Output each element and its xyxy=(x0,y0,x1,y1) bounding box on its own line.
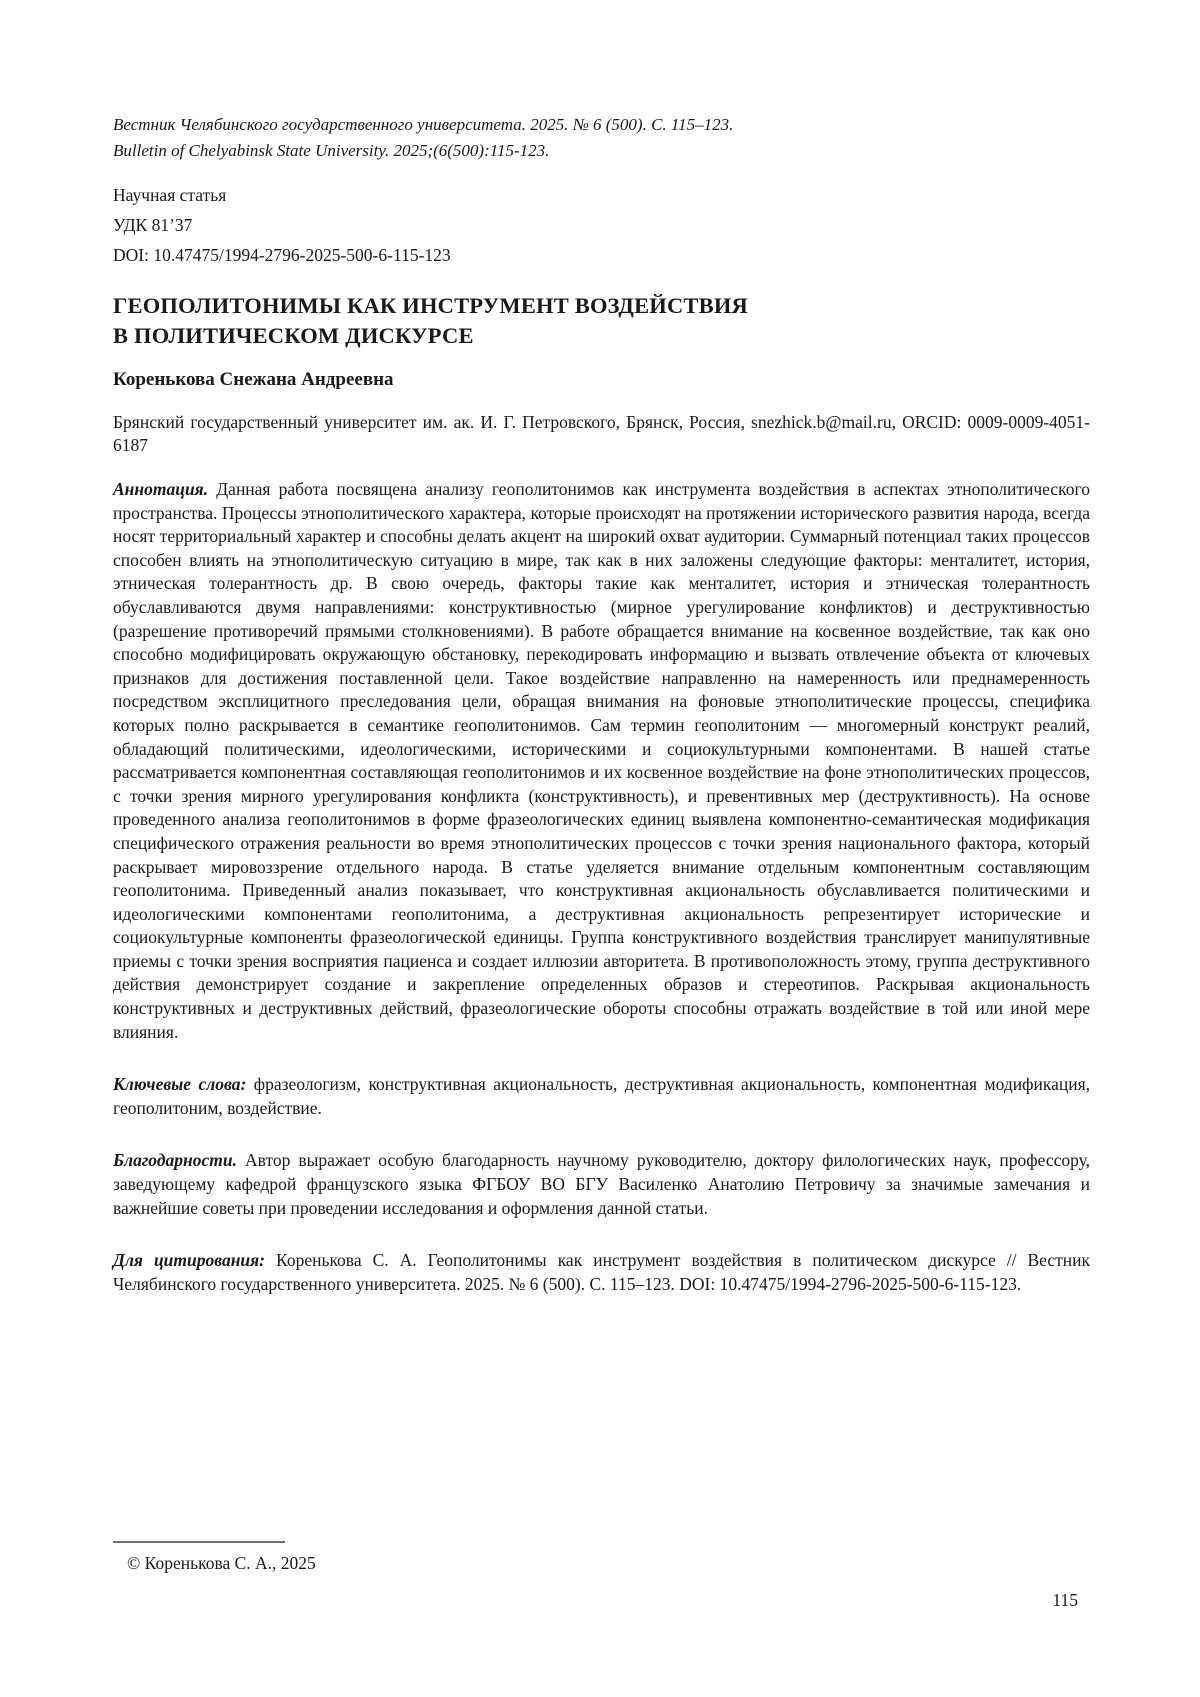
citation-text: Коренькова С. А. Геополитонимы как инструмент воздействия в политическом дискурсе // Вестник Челябинского государственного университета. 2025. № 6 (500). С. 115–123. DOI: 10.47475/1994-2796-2025-500-6-115-123. xyxy=(113,1250,1091,1294)
article-title-line1: ГЕОПОЛИТОНИМЫ КАК ИНСТРУМЕНТ ВОЗДЕЙСТВИЯ xyxy=(113,293,748,318)
citation-paragraph xyxy=(113,1249,1090,1296)
copyright-notice: © Коренькова С. А., 2025 xyxy=(127,1553,316,1573)
article-type-label: Научная статья xyxy=(113,185,227,205)
keywords-label: Ключевые слова: xyxy=(113,1074,247,1095)
abstract-paragraph xyxy=(113,478,1090,1044)
footnote-divider xyxy=(113,1541,285,1543)
abstract-text: Данная работа посвящена анализу геополитонимов как инструмента воздействия в аспектах этнополитического пространства. Процессы этнополитического характера, которые происходят на протяжении исторического развития народа, всегда носят территориальный характер и способны делать акцент на широкий охват аудитории. Суммарный потенциал таких процессов способен влиять на этнополитическую ситуацию в мире, так как в них заложены следующие факторы: менталитет, история, этническая толерантность др. В свою очередь, факторы такие как менталитет, история и этническая толерантность обуславливаются двумя направлениями: конструктивностью (мирное урегулирование конфликтов) и деструктивностью (разрешение противоречий прямыми столкновениями). В работе обращается внимание на косвенное воздействие, так как оно способно модифицировать окружающую обстановку, перекодировать информацию и вызвать отвлечение объекта от ключевых признаков для достижения поставленной цели. Такое воздействие направленно на намеренность или преднамеренность посредством эксплицитного преследования цели, обращая внимания на фоновые этнополитические процессы, специфика которых полно раскрывается в семантике геополитонимов. Сам термин геополитоним — многомерный конструкт реалий, обладающий политическими, идеологическими, историческими и социокультурными компонентами. В нашей статье рассматривается компонентная составляющая геополитонимов и их косвенное воздействие на фоне этнополитических процессов, с точки зрения мирного урегулирования конфликта (конструктивность), и превентивных мер (деструктивность). На основе проведенного анализа геополитонимов в форме фразеологических единиц выявлена компонентно-семантическая модификация специфического отражения реальности во время этнополитических процессов с точки зрения национального фактора, который раскрывает мировоззрение отдельного народа. В статье уделяется внимание отдельным компонентным составляющим геополитонима. Приведенный анализ показывает, что конструктивная акциональность обуславливается политическими и идеологическими компонентами геополитонима, а деструктивная акциональность репрезентирует исторические и социокультурные компоненты фразеологической единицы. Группа конструктивного воздействия транслирует манипулятивные приемы с точки зрения восприятия пациенса и создает иллюзии авторитета. В противоположность этому, группа деструктивного действия демонстрирует создание и закрепление определенных образов и стереотипов. Раскрывая акциональность конструктивных и деструктивных действий, фразеологические обороты способны отражать воздействие в той или иной мере влияния. xyxy=(113,479,1091,1042)
author-name: Коренькова Снежана Андреевна xyxy=(113,369,394,390)
keywords-text: фразеологизм, конструктивная акциональность, деструктивная акциональность, компонентная модификация, геополитоним, воздействие. xyxy=(113,1074,1090,1118)
udc-code: УДК 81’37 xyxy=(113,215,193,235)
copyright-footnote xyxy=(113,1541,316,1575)
acknowledgments-paragraph xyxy=(113,1149,1090,1220)
keywords-paragraph xyxy=(113,1073,1090,1120)
article-title xyxy=(113,291,1090,351)
doi-code: DOI: 10.47475/1994-2796-2025-500-6-115-123 xyxy=(113,245,451,265)
acknowledgments-text: Автор выражает особую благодарность научному руководителю, доктору филологических наук, профессору, заведующему кафедрой французского языка ФГБОУ ВО БГУ Василенко Анатолию Петровичу за значимые замечания и важнейшие советы при проведении исследования и оформления данной статьи. xyxy=(113,1150,1090,1218)
journal-citation-ru: Вестник Челябинского государственного университета. 2025. № 6 (500). С. 115–123. xyxy=(113,115,734,134)
journal-citation-en: Bulletin of Chelyabinsk State University. 2025;(6(500):115-123. xyxy=(113,141,550,160)
author-affiliation: Брянский государственный университет им. ак. И. Г. Петровского, Брянск, Россия, snezhick.b@mail.ru, ORCID: 0009-0009-4051-6187 xyxy=(113,412,1090,455)
article-title-line2: В ПОЛИТИЧЕСКОМ ДИСКУРСЕ xyxy=(113,323,474,348)
acknowledgments-label: Благодарности. xyxy=(113,1150,237,1171)
article-content xyxy=(113,112,1090,1296)
citation-label: Для цитирования: xyxy=(113,1250,266,1271)
article-header xyxy=(113,112,1090,267)
abstract-label: Аннотация. xyxy=(113,479,209,499)
page-number: 115 xyxy=(1052,1590,1078,1610)
